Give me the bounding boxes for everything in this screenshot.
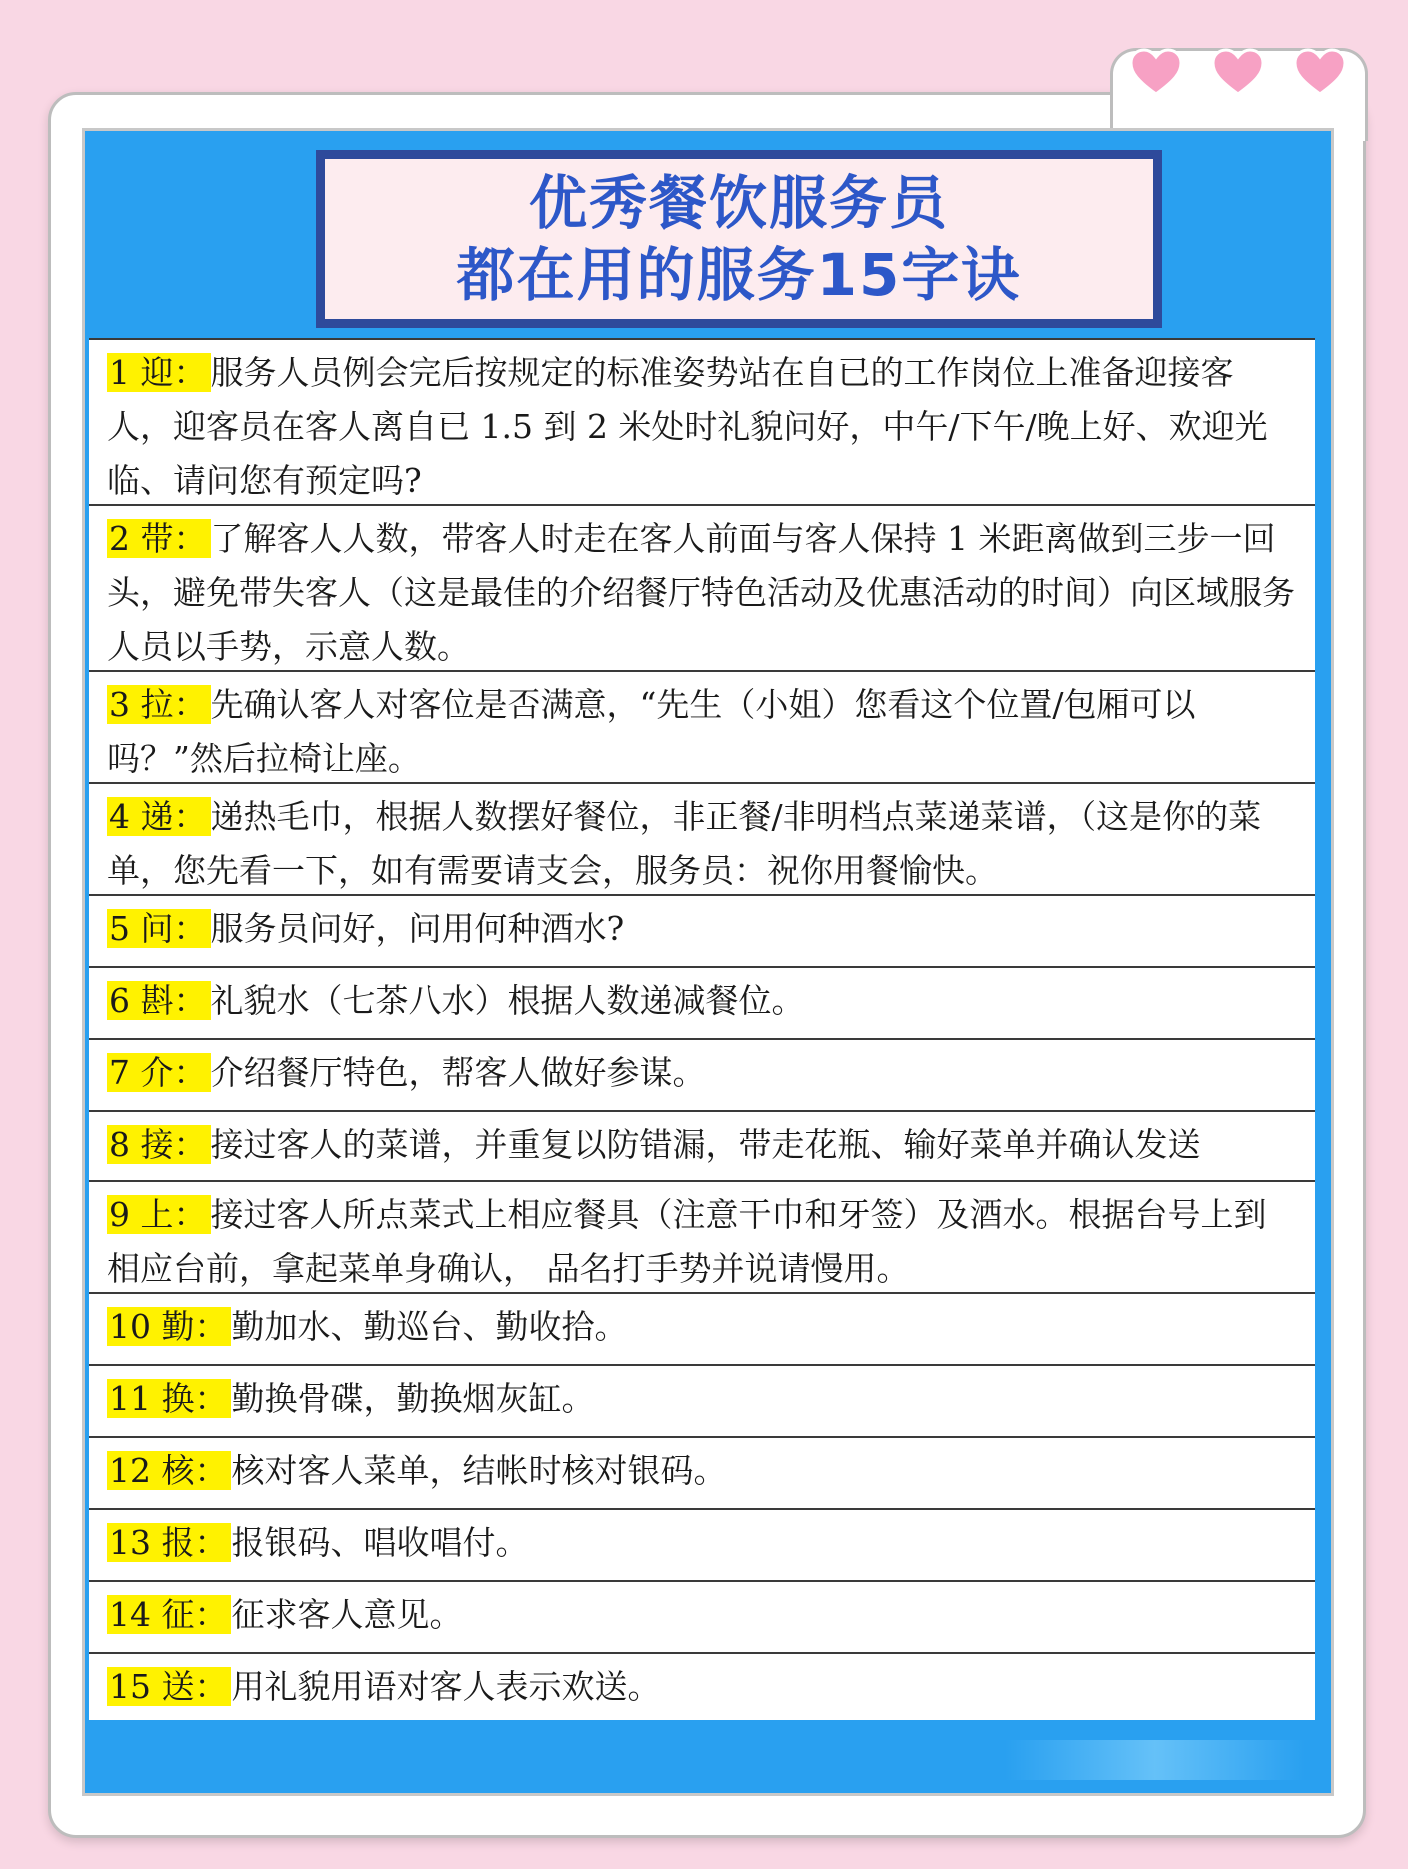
item-text: 报银码、唱收唱付。 (231, 1523, 529, 1562)
rules-list (89, 338, 1315, 1720)
list-item (89, 968, 1315, 1040)
list-item (89, 506, 1315, 672)
item-tag: 5 问： (107, 909, 211, 948)
item-text: 服务人员例会完后按规定的标准姿势站在自已的工作岗位上准备迎接客人，迎客员在客人离自已 1.5 到 2 米处时礼貌问好，中午/下午/晚上好、欢迎光临、请问您有预定吗? (107, 353, 1268, 500)
list-item (89, 1040, 1315, 1112)
item-text: 征求客人意见。 (231, 1595, 463, 1634)
item-tag: 7 介： (107, 1053, 211, 1092)
item-text: 接过客人所点菜式上相应餐具（注意干巾和牙签）及酒水。根据台号上到相应台前，拿起菜单身确认， 品名打手势并说请慢用。 (107, 1195, 1267, 1288)
list-item (89, 1438, 1315, 1510)
list-item (89, 1654, 1315, 1720)
list-item (89, 1582, 1315, 1654)
item-text: 礼貌水（七茶八水）根据人数递减餐位。 (210, 981, 805, 1020)
item-text: 先确认客人对客位是否满意，“先生（小姐）您看这个位置/包厢可以吗？”然后拉椅让座。 (107, 685, 1196, 778)
item-tag: 3 拉： (107, 685, 211, 724)
item-tag: 15 送： (107, 1667, 231, 1706)
item-tag: 4 递： (107, 797, 211, 836)
item-tag: 9 上： (107, 1195, 211, 1234)
item-tag: 1 迎： (107, 353, 211, 392)
item-text: 递热毛巾，根据人数摆好餐位，非正餐/非明档点菜递菜谱，（这是你的菜单，您先看一下，如有需要请支会，服务员：祝你用餐愉快。 (107, 797, 1262, 890)
item-tag: 2 带： (107, 519, 211, 558)
list-item (89, 338, 1315, 506)
item-text: 核对客人菜单，结帐时核对银码。 (231, 1451, 727, 1490)
item-text: 服务员问好，问用何种酒水? (210, 909, 625, 948)
heart-icon (1210, 48, 1266, 98)
title-line-1: 优秀餐饮服务员 (528, 169, 949, 237)
list-item (89, 1510, 1315, 1582)
item-tag: 12 核： (107, 1451, 231, 1490)
item-tag: 6 斟： (107, 981, 211, 1020)
hearts-decoration (1128, 48, 1348, 98)
item-tag: 8 接： (107, 1125, 211, 1164)
heart-icon (1128, 48, 1184, 98)
title-line-2: 都在用的服务15字诀 (456, 241, 1022, 309)
item-text: 用礼貌用语对客人表示欢送。 (231, 1667, 661, 1706)
list-item (89, 672, 1315, 784)
heart-icon (1292, 48, 1348, 98)
list-item (89, 1366, 1315, 1438)
list-item (89, 1294, 1315, 1366)
list-item (89, 896, 1315, 968)
item-text: 接过客人的菜谱，并重复以防错漏，带走花瓶、输好菜单并确认发送 (210, 1125, 1201, 1164)
list-item (89, 1112, 1315, 1182)
list-item (89, 1182, 1315, 1294)
item-tag: 10 勤： (107, 1307, 231, 1346)
light-glow (1005, 1740, 1305, 1780)
item-text: 勤换骨碟，勤换烟灰缸。 (231, 1379, 595, 1418)
item-tag: 11 换： (107, 1379, 231, 1418)
item-text: 了解客人人数，带客人时走在客人前面与客人保持 1 米距离做到三步一回头，避免带失客人（这是最佳的介绍餐厅特色活动及优惠活动的时间）向区域服务人员以手势，示意人数。 (107, 519, 1295, 666)
item-tag: 14 征： (107, 1595, 231, 1634)
title-box (316, 150, 1162, 328)
item-tag: 13 报： (107, 1523, 231, 1562)
item-text: 勤加水、勤巡台、勤收拾。 (231, 1307, 628, 1346)
list-item (89, 784, 1315, 896)
item-text: 介绍餐厅特色，帮客人做好参谋。 (210, 1053, 706, 1092)
